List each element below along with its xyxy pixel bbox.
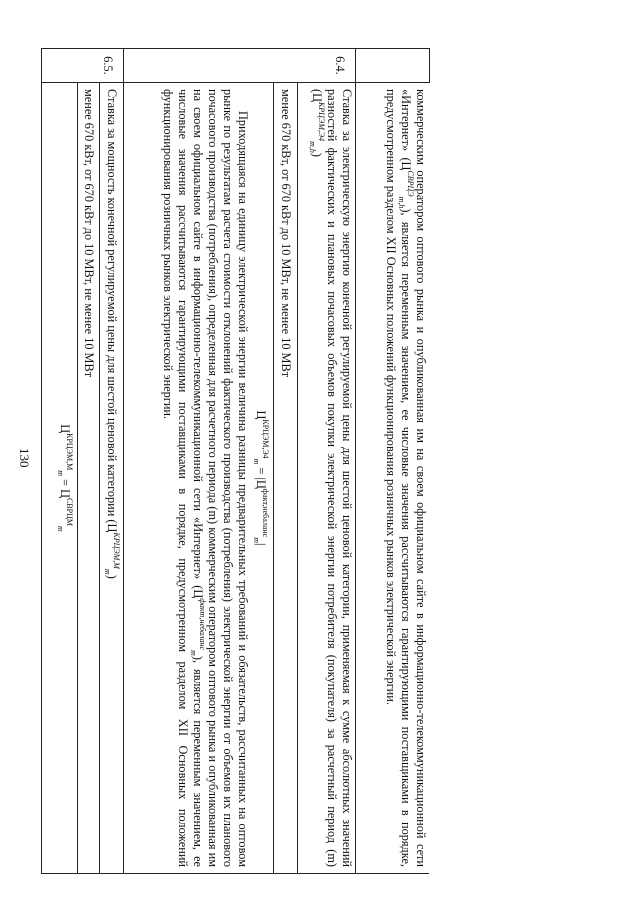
row-text: $Ц^{КРЦЭМ,Э4}_m = |Ц^{факт,небаланс}_m|$ Приходящаяся на единицу электрической энергии величина разницы предварительных требований и обязательств, рассчитанных на оптовом рынке по результатам расчета стоимости отклонений фактического производства (потребления) электрической энергии от объемов их планового почасового производства (потребления), определенная для расчетного периода (m) коммерческим оператором оптового рынка и опубликованная им на своем официальном сайте в информационно-телекоммуникационной сети «Интернет» $(Ц^{факт,небаланс}_m)$, является переменным значением, ее числовые значения рассчитываются гарантирующими поставщиками в порядке, предусмотренном разделом XII Основных положений функционирования розничных рынков электрической энергии. [124, 83, 274, 874]
rotated-table-container [56, 48, 430, 874]
row-number [356, 49, 430, 83]
row-number: 6.5. [42, 49, 124, 83]
symbol: $^{КРЦЭМ,Э4}_{m,h}$ [308, 101, 326, 153]
table-row [100, 49, 124, 874]
row-text: менее 670 кВт, от 670 кВт до 10 МВт, не менее 10 МВт [78, 83, 100, 874]
tariff-table [41, 48, 430, 874]
symbol: $^{СВРЦЭ}_{m,h}$ [397, 170, 416, 209]
page-number: 130 [17, 448, 32, 468]
table-row [78, 49, 100, 874]
row-number: 6.4. [124, 49, 356, 83]
table-row [274, 49, 298, 874]
table-row [124, 49, 274, 874]
table-row [42, 49, 78, 874]
table-row [298, 49, 356, 874]
formula: $Ц^{КРЦЭМ,Э4}_m = |Ц^{факт,небаланс}_m|$ [252, 410, 270, 546]
row-text: менее 670 кВт, от 670 кВт до 10 МВт, не менее 10 МВт [274, 83, 298, 874]
row-text: Ставка за электрическую энергию конечной регулируемой цены для шестой ценовой категории, применяемая к сумме абсолютных значений разностей фактических и плановых почасовых объемов покупки электрической энергии потребителя (покупателя) за расчетный период (m) $(Ц^{КРЦЭМ,Э4}_{m,h})$ [298, 83, 356, 874]
formula: $Ц^{КРЦЭМ,М}_m = Ц^{СВРЦМ}_m$ [56, 424, 74, 532]
symbol: $^{факт,небаланс}_m$ [189, 598, 207, 656]
symbol: $^{КРЦЭМ,М}_m$ [103, 532, 121, 575]
row-text [42, 83, 78, 874]
table-row [356, 49, 430, 874]
row-text: коммерческим оператором оптового рынка и опубликованная им на своем официальном сайте в информационно-телекоммуникационной сети «Интернет» $(Ц^{СВРЦЭ}_{m,h})$, является переменным значением, ее числовые значения рассчитываются гарантирующими поставщиками в порядке, предусмотренном разделом XII Основных положений функционирования розничных рынков электрической энергии. [356, 83, 430, 874]
row-text: Ставка за мощность конечной регулируемой цены для шестой ценовой категории $(Ц^{КРЦЭМ,М}_m)$ [100, 83, 124, 874]
